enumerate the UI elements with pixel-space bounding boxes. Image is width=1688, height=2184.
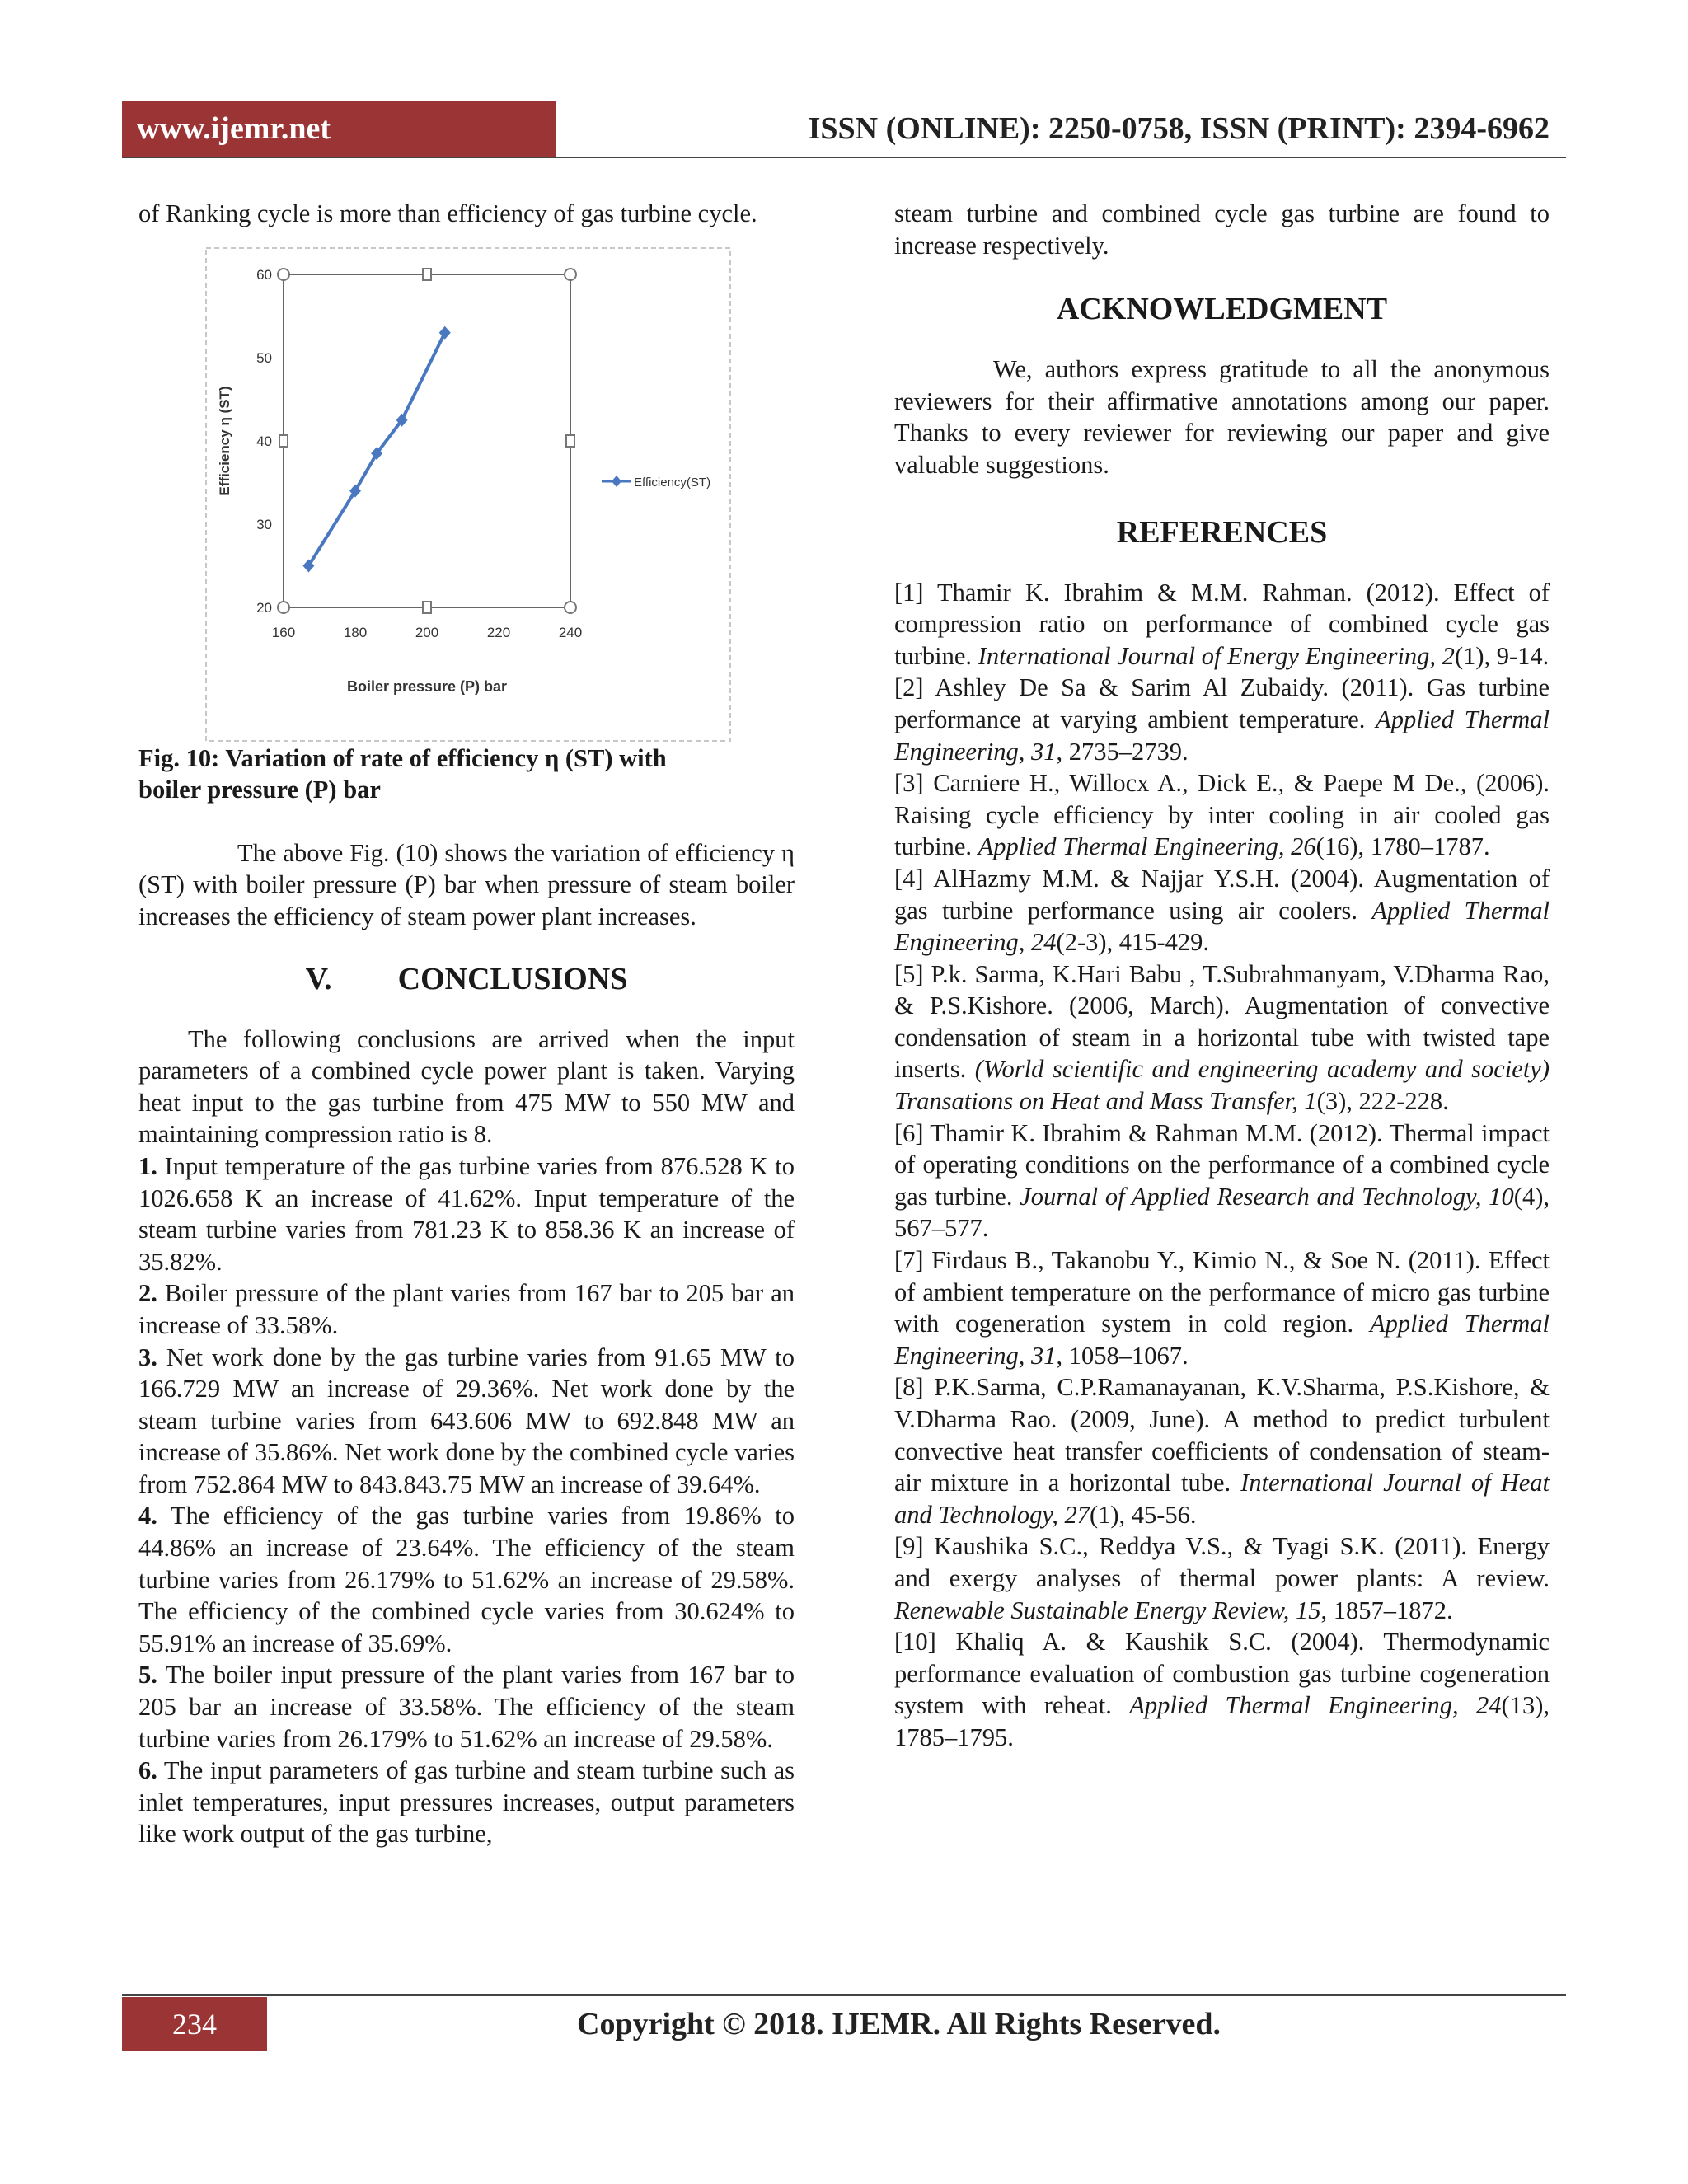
reference-source: Applied Thermal Engineering, 31: [894, 1310, 1550, 1370]
reference-source: Applied Thermal Engineering, 24: [894, 896, 1550, 957]
journal-site-banner: www.ijemr.net: [122, 101, 556, 157]
reference-text: [2] Ashley De Sa & Sarim Al Zubaidy. (2011). Gas turbine performance at varying ambient temperature.: [894, 673, 1550, 733]
conclusion-text: The input parameters of gas turbine and steam turbine such as inlet temperatures, input pressures increases, output parameters like work output of the gas turbine,: [138, 1756, 795, 1849]
conclusion-item: [138, 1500, 795, 1659]
reference-pages: , 1058–1067.: [1056, 1341, 1189, 1370]
frame-handle: [566, 435, 574, 447]
reference-item: [894, 863, 1550, 958]
figure-discussion-paragraph: The above Fig. (10) shows the variation of efficiency η (ST) with boiler pressure (P) bar when pressure of steam boiler increases the efficiency of steam power plant increases.: [138, 838, 795, 930]
reference-text: [9] Kaushika S.C., Reddya V.S., & Tyagi S.K. (2011). Energy and exergy analyses of thermal power plants: A review.: [894, 1532, 1550, 1592]
reference-text: [10] Khaliq A. & Kaushik S.C. (2004). Thermodynamic performance evaluation of combustion gas turbine cogeneration system with reheat.: [894, 1628, 1550, 1720]
references-heading: REFERENCES: [1116, 514, 1328, 550]
y-tick-label: 60: [256, 266, 272, 283]
reference-source: Applied Thermal Engineering, 26: [978, 832, 1316, 861]
reference-text: [4] AlHazmy M.M. & Najjar Y.S.H. (2004). Augmentation of gas turbine performance using air coolers.: [894, 864, 1550, 925]
right-column: [894, 198, 1550, 1754]
reference-text: [6] Thamir K. Ibrahim & Rahman M.M. (2012). Thermal impact of operating conditions on the performance of a combined cycle gas turbine.: [894, 1118, 1550, 1211]
conclusion-text: The efficiency of the gas turbine varies from 19.86% to 44.86% an increase of 23.64%. The efficiency of the steam turbine varies from 26.179% to 51.62% an increase of 29.58%. The efficiency of the combined cycle varies from 30.624% to 55.91% an increase of 35.69%.: [138, 1502, 795, 1657]
conclusions-heading: [138, 961, 795, 997]
conclusion-number: 6.: [138, 1756, 157, 1785]
reference-item: [894, 1118, 1550, 1244]
reference-source: International Journal of Energy Engineering, 2: [978, 641, 1455, 670]
conclusion-item: [138, 1342, 795, 1501]
reference-item: [894, 958, 1550, 1118]
reference-text: [3] Carniere H., Willocx A., Dick E., & Paepe M De., (2006). Raising cycle efficiency by inter cooling in air cooled gas turbine.: [894, 769, 1550, 861]
conclusion-text: Input temperature of the gas turbine varies from 876.528 K to 1026.658 K an increase of 41.62%. Input temperature of the steam turbine varies from 781.23 K to 858.36 K an increase of 35.82%.: [138, 1151, 795, 1276]
x-tick-label: 200: [415, 624, 439, 640]
efficiency-chart: [204, 246, 732, 743]
x-tick-label: 180: [343, 624, 368, 640]
y-tick-label: 30: [256, 516, 272, 532]
y-tick-label: 50: [256, 349, 272, 366]
frame-handle: [565, 602, 576, 613]
page-number: 234: [122, 1997, 267, 2051]
y-tick-label: 20: [256, 599, 272, 616]
reference-text: [8] P.K.Sarma, C.P.Ramanayanan, K.V.Sharma, P.S.Kishore, & V.Dharma Rao. (2009, June). A method to predict turbulent convective heat transfer coefficients of condensation of steam-air mixture in a horizontal tube.: [894, 1373, 1550, 1497]
reference-pages: (2-3), 415-429.: [1056, 928, 1210, 957]
figure-caption: [138, 743, 795, 806]
references-list: [894, 577, 1550, 1754]
reference-item: [894, 1530, 1550, 1626]
frame-handle: [423, 602, 431, 613]
conclusion-number: 3.: [138, 1343, 157, 1371]
conclusion-item: [138, 1277, 795, 1341]
acknowledgment-paragraph: We, authors express gratitude to all the anonymous reviewers for their affirmative annotations among our paper. Thanks to every reviewer for reviewing our paper and give valuable suggestions.: [894, 355, 1550, 479]
conclusion-item: [138, 1659, 795, 1755]
conclusions-list: [138, 1151, 795, 1850]
reference-item: [894, 1626, 1550, 1753]
acknowledgment-heading: ACKNOWLEDGMENT: [1056, 292, 1388, 327]
section-title: CONCLUSIONS: [397, 961, 628, 996]
reference-source: Journal of Applied Research and Technology, 10: [1020, 1182, 1514, 1211]
issn-header: ISSN (ONLINE): 2250-0758, ISSN (PRINT): 2394-6962: [808, 111, 1550, 146]
reference-source: International Journal of Heat and Technology, 27: [894, 1469, 1550, 1529]
reference-pages: (4), 567–577.: [894, 1182, 1550, 1243]
reference-pages: (1), 45-56.: [1089, 1500, 1197, 1529]
reference-source: Renewable Sustainable Energy Review, 15: [894, 1596, 1321, 1624]
caption-line-2: boiler pressure (P) bar: [138, 776, 381, 804]
reference-pages: (3), 222-228.: [1316, 1087, 1449, 1116]
reference-pages: , 1857–1872.: [1320, 1596, 1453, 1624]
conclusion-number: 1.: [138, 1151, 157, 1180]
frame-handle: [278, 602, 289, 613]
x-tick-label: 240: [558, 624, 583, 640]
conclusion-number: 4.: [138, 1502, 157, 1530]
left-column: [138, 198, 795, 1850]
x-tick-label: 160: [271, 624, 296, 640]
reference-item: [894, 672, 1550, 767]
y-tick-label: 40: [256, 433, 272, 449]
legend-label: Efficiency(ST): [634, 475, 711, 490]
reference-item: [894, 577, 1550, 673]
reference-pages: (16), 1780–1787.: [1315, 832, 1490, 861]
conclusion-text: Boiler pressure of the plant varies from 167 bar to 205 bar an increase of 33.58%.: [138, 1279, 795, 1339]
reference-text: [7] Firdaus B., Takanobu Y., Kimio N., & Soe N. (2011). Effect of ambient temperature on the performance of micro gas turbine with cogeneration system in cold region.: [894, 1246, 1550, 1338]
intro-paragraph: of Ranking cycle is more than efficiency of gas turbine cycle.: [138, 199, 757, 227]
conclusion-text: The boiler input pressure of the plant varies from 167 bar to 205 bar an increase of 33.58%. The efficiency of the steam turbine varies from 26.179% to 51.62% an increase of 29.58%.: [138, 1661, 795, 1753]
frame-handle: [565, 269, 576, 280]
footer-rule: [122, 1994, 1566, 1996]
chart-y-axis-label: Efficiency η (ST): [217, 386, 232, 496]
reference-item: [894, 1244, 1550, 1371]
reference-pages: (1), 9-14.: [1454, 641, 1550, 670]
reference-text: [5] P.k. Sarma, K.Hari Babu , T.Subrahmanyam, V.Dharma Rao, & P.S.Kishore. (2006, March). Augmentation of convective condensation of steam in a horizontal tube with twisted tape inserts.: [894, 959, 1550, 1084]
figure-10: [204, 246, 732, 743]
reference-item: [894, 1371, 1550, 1530]
section-number: V.: [305, 961, 332, 996]
reference-source: Applied Thermal Engineering, 24: [1129, 1691, 1502, 1720]
frame-handle: [278, 269, 289, 280]
reference-pages: (13), 1785–1795.: [894, 1691, 1550, 1751]
header-rule: [122, 157, 1566, 158]
continued-paragraph: steam turbine and combined cycle gas turbine are found to increase respectively.: [894, 199, 1550, 260]
reference-pages: , 2735–2739.: [1056, 737, 1189, 766]
chart-x-axis-label: Boiler pressure (P) bar: [346, 677, 508, 695]
conclusion-number: 5.: [138, 1661, 157, 1690]
conclusion-item: [138, 1151, 795, 1277]
x-tick-label: 220: [486, 624, 511, 640]
caption-line-1: Fig. 10: Variation of rate of efficiency η (ST) with: [138, 743, 667, 772]
copyright-notice: Copyright © 2018. IJEMR. All Rights Reserved.: [577, 2007, 1221, 2041]
conclusion-number: 2.: [138, 1279, 157, 1308]
conclusions-intro: The following conclusions are arrived when the input parameters of a combined cycle power plant is taken. Varying heat input to the gas turbine from 475 MW to 550 MW and maintaining compression ratio is 8.: [138, 1024, 795, 1149]
frame-handle: [423, 269, 431, 280]
reference-item: [894, 767, 1550, 863]
frame-handle: [279, 435, 288, 447]
conclusion-text: Net work done by the gas turbine varies from 91.65 MW to 166.729 MW an increase of 29.36%. Net work done by the steam turbine varies from 643.606 MW to 692.848 MW an increase of 35.86%. Net work done by the combined cycle varies from 752.864 MW to 843.843.75 MW an increase of 39.64%.: [138, 1343, 795, 1498]
reference-source: (World scientific and engineering academy and society) Transations on Heat and Mass Transfer, 1: [894, 1055, 1550, 1116]
reference-text: [1] Thamir K. Ibrahim & M.M. Rahman. (2012). Effect of compression ratio on performance of combined cycle gas turbine.: [894, 578, 1550, 670]
conclusion-item: [138, 1755, 795, 1850]
reference-source: Applied Thermal Engineering, 31: [894, 705, 1550, 766]
